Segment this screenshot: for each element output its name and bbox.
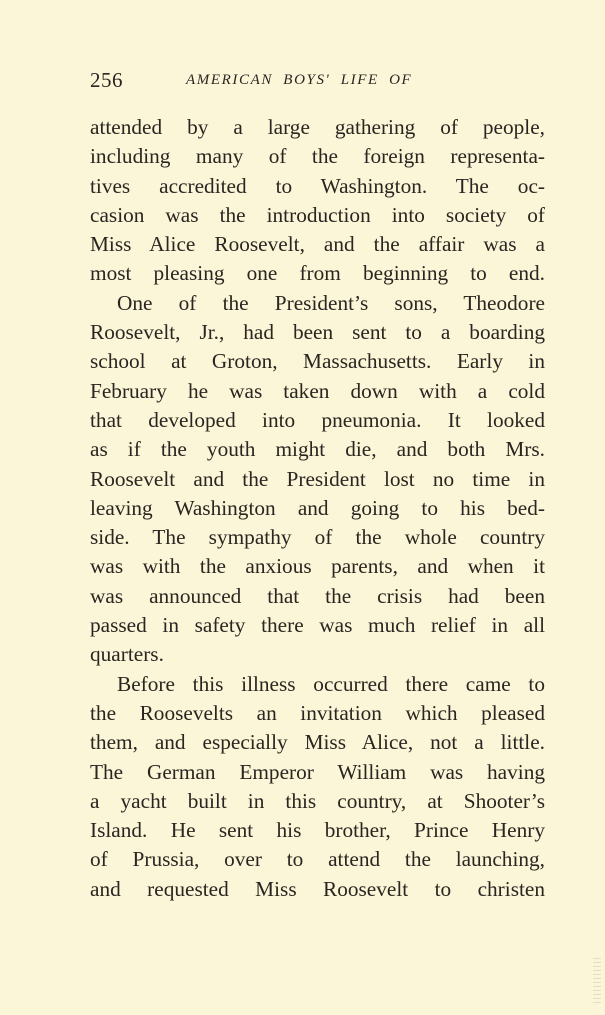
text-line: was announced that the crisis had been xyxy=(90,583,545,608)
text-line: The German Emperor William was having xyxy=(90,759,545,784)
page-number: 256 xyxy=(90,68,123,92)
text-line: One of the President’s sons, Theodore xyxy=(117,290,545,315)
text-line: was with the anxious parents, and when it xyxy=(90,554,545,579)
text-line: Island. He sent his brother, Prince Henry xyxy=(90,818,545,843)
page-edge-texture xyxy=(593,958,601,1006)
text-line: Before this illness occurred there came to xyxy=(117,671,545,696)
text-line: February he was taken down with a cold xyxy=(90,378,545,403)
text-line: school at Groton, Massachusetts. Early in xyxy=(90,349,545,374)
running-title: AMERICAN BOYS' LIFE OF xyxy=(186,72,413,88)
text-line: side. The sympathy of the whole country xyxy=(90,525,545,550)
text-line: of Prussia, over to attend the launching, xyxy=(90,847,545,872)
text-line: most pleasing one from beginning to end. xyxy=(90,261,545,286)
text-line: a yacht built in this country, at Shooter’s xyxy=(90,788,545,813)
text-line: and requested Miss Roosevelt to christen xyxy=(90,876,545,901)
text-line: them, and especially Miss Alice, not a little. xyxy=(90,730,545,755)
text-line: Roosevelt, Jr., had been sent to a boarding xyxy=(90,320,545,345)
text-line: casion was the introduction into society of xyxy=(90,202,545,227)
text-line: as if the youth might die, and both Mrs. xyxy=(90,437,545,462)
text-line: passed in safety there was much relief in all xyxy=(90,613,545,638)
text-line: attended by a large gathering of people, xyxy=(90,115,545,139)
text-line: including many of the foreign representa- xyxy=(90,144,545,169)
text-line: Roosevelt and the President lost no time in xyxy=(90,466,545,491)
text-line: Miss Alice Roosevelt, and the affair was a xyxy=(90,232,545,257)
running-head xyxy=(90,68,545,98)
text-line: quarters. xyxy=(90,642,164,667)
text-line: the Roosevelts an invitation which pleased xyxy=(90,700,545,725)
text-line: that developed into pneumonia. It looked xyxy=(90,407,545,432)
body-text xyxy=(90,113,545,904)
text-line: leaving Washington and going to his bed- xyxy=(90,495,545,520)
text-line: tives accredited to Washington. The oc- xyxy=(90,173,545,198)
